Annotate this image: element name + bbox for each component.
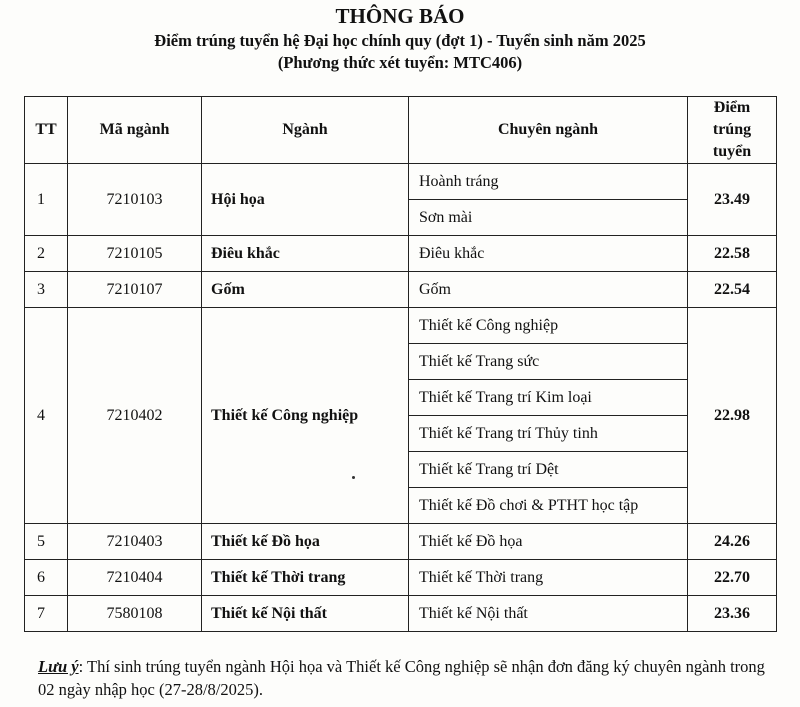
col-header-nganh: Ngành [202,97,409,164]
admission-scores-table [24,96,777,632]
cell-tt: 4 [25,308,68,524]
cell-diem: 22.70 [688,560,777,596]
cell-nganh: Thiết kế Thời trang [202,560,409,596]
cell-nganh: Thiết kế Đồ họa [202,524,409,560]
cell-diem: 23.36 [688,596,777,632]
cell-tt: 3 [25,272,68,308]
cell-nganh: Thiết kế Công nghiệp [202,308,409,524]
admission-method: (Phương thức xét tuyển: MTC406) [277,53,523,72]
document-subtitle: Điểm trúng tuyển hệ Đại học chính quy (đợt 1) - Tuyển sinh năm 2025 [154,31,646,50]
cell-tt: 6 [25,560,68,596]
col-header-diem-line1: Điểm [713,99,751,116]
col-header-ma-nganh: Mã ngành [68,97,202,164]
table-body [25,164,777,632]
cell-chuyen-nganh: Thiết kế Công nghiệp [409,308,688,344]
cell-chuyen-nganh: Sơn mài [409,200,688,236]
cell-nganh: Điêu khắc [202,236,409,272]
cell-nganh: Thiết kế Nội thất [202,596,409,632]
table-row [25,560,777,596]
cell-tt: 7 [25,596,68,632]
table-row [25,164,777,200]
cell-ma-nganh: 7210103 [68,164,202,236]
cell-chuyen-nganh: Điêu khắc [409,236,688,272]
cell-diem: 22.58 [688,236,777,272]
note-text: : Thí sinh trúng tuyển ngành Hội họa và Thiết kế Công nghiệp sẽ nhận đơn đăng ký chuyên ngành trong 02 ngày nhập học (27-28/8/2025). [38,657,765,699]
note [38,655,778,701]
table-row [25,308,777,344]
col-header-tt: TT [25,97,68,164]
cell-ma-nganh: 7210105 [68,236,202,272]
cell-tt: 1 [25,164,68,236]
cell-diem: 24.26 [688,524,777,560]
cell-chuyen-nganh: Thiết kế Trang trí Kim loại [409,380,688,416]
cell-diem: 22.98 [688,308,777,524]
col-header-diem [688,97,777,164]
table-row [25,272,777,308]
cell-chuyen-nganh: Hoành tráng [409,164,688,200]
cell-chuyen-nganh: Thiết kế Nội thất [409,596,688,632]
col-header-diem-line2: trúng tuyển [712,121,752,160]
document-title: THÔNG BÁO [335,4,465,28]
cell-chuyen-nganh: Gốm [409,272,688,308]
cell-ma-nganh: 7210402 [68,308,202,524]
cell-nganh: Gốm [202,272,409,308]
table-row [25,236,777,272]
col-header-chuyen-nganh: Chuyên ngành [409,97,688,164]
cell-chuyen-nganh: Thiết kế Đồ chơi & PTHT học tập [409,488,688,524]
cell-chuyen-nganh: Thiết kế Đồ họa [409,524,688,560]
cell-ma-nganh: 7210404 [68,560,202,596]
cell-ma-nganh: 7210403 [68,524,202,560]
table-row [25,524,777,560]
cell-diem: 22.54 [688,272,777,308]
cell-chuyen-nganh: Thiết kế Trang trí Dệt [409,452,688,488]
table-header-row [25,97,777,164]
cell-chuyen-nganh: Thiết kế Trang trí Thủy tinh [409,416,688,452]
cell-chuyen-nganh: Thiết kế Trang sức [409,344,688,380]
cell-diem: 23.49 [688,164,777,236]
cell-tt: 2 [25,236,68,272]
cell-tt: 5 [25,524,68,560]
cell-chuyen-nganh: Thiết kế Thời trang [409,560,688,596]
scan-speck [352,476,355,479]
cell-nganh: Hội họa [202,164,409,236]
cell-ma-nganh: 7580108 [68,596,202,632]
cell-ma-nganh: 7210107 [68,272,202,308]
table-row [25,596,777,632]
note-label: Lưu ý [38,657,79,676]
